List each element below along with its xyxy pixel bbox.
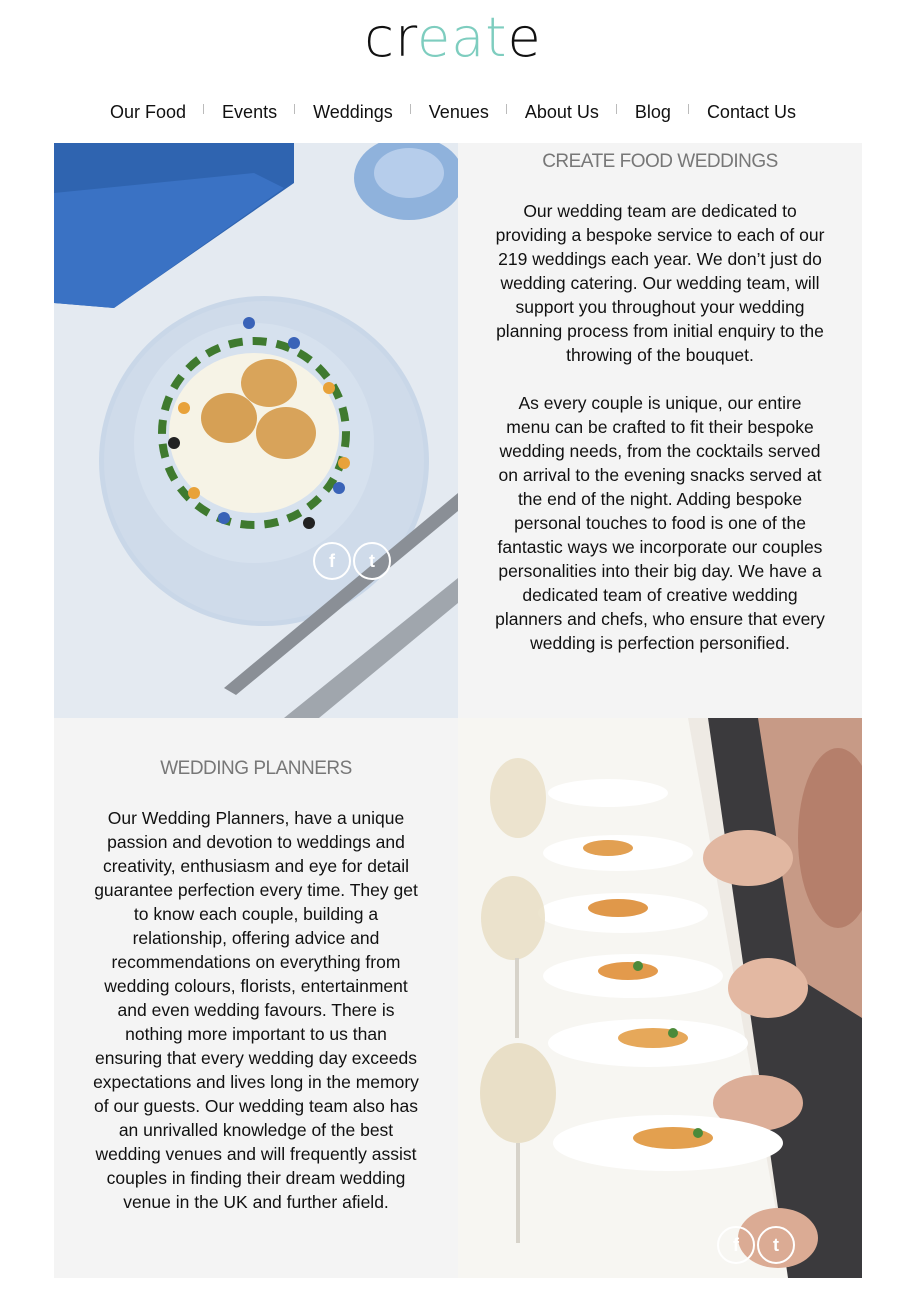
nav-item-weddings[interactable]: Weddings <box>295 102 411 123</box>
content-grid <box>54 143 862 1278</box>
social-buttons-bottom <box>717 1226 795 1264</box>
scallop-dish-photo <box>54 143 458 718</box>
panel-text-food-weddings <box>495 199 825 655</box>
facebook-icon[interactable]: f <box>313 542 351 580</box>
create-food-weddings-panel <box>458 143 862 718</box>
dinner-table-image <box>458 718 862 1278</box>
scallop-dish-image <box>54 143 458 718</box>
nav-item-events[interactable]: Events <box>204 102 295 123</box>
social-buttons-top <box>313 542 391 580</box>
panel-title-food-weddings: CREATE FOOD WEDDINGS <box>542 151 778 172</box>
paragraph: Our wedding team are dedicated to providing a bespoke service to each of our 219 weddings each year. We don’t just do wedding catering. Our wedding team, will support you throughout your wedding planning process from initial enquiry to the throwing of the bouquet. <box>495 201 825 365</box>
create-logo[interactable]: create <box>364 6 542 69</box>
panel-text-wedding-planners <box>91 806 421 1214</box>
wedding-planners-panel <box>54 718 458 1278</box>
panel-title-wedding-planners: WEDDING PLANNERS <box>160 758 352 779</box>
twitter-icon[interactable]: t <box>353 542 391 580</box>
twitter-icon[interactable]: t <box>757 1226 795 1264</box>
nav-item-our-food[interactable]: Our Food <box>110 102 187 122</box>
nav-item-venues[interactable]: Venues <box>411 102 507 123</box>
paragraph: As every couple is unique, our entire menu can be crafted to fit their bespoke wedding needs, from the cocktails served on arrival to the evening snacks served at the end of the night. Adding bespoke personal touches to food is one of the fantastic ways we incorporate our couples personalities into their big day. We have a dedicated team of creative wedding planners and chefs, who ensure that every wedding is perfection personified. <box>495 393 825 653</box>
facebook-icon[interactable]: f <box>717 1226 755 1264</box>
paragraph: Our Wedding Planners, have a unique passion and devotion to weddings and creativity, enthusiasm and eye for detail guarantee perfection every time. They get to know each couple, building a relationship, offering advice and recommendations on everything from wedding colours, florists, entertainment and even wedding favours. There is nothing more important to us than ensuring that every wedding day exceeds expectations and lives long in the memory of our guests. Our wedding team also has an unrivalled knowledge of the best wedding venues and will frequently assist couples in finding their dream wedding venue in the UK and further afield. <box>93 808 419 1212</box>
dinner-table-photo <box>458 718 862 1278</box>
main-nav <box>0 102 906 123</box>
nav-item-blog[interactable]: Blog <box>617 102 689 123</box>
nav-item-contact-us[interactable]: Contact Us <box>689 102 814 123</box>
site-header <box>0 0 906 92</box>
nav-item-about-us[interactable]: About Us <box>507 102 617 123</box>
